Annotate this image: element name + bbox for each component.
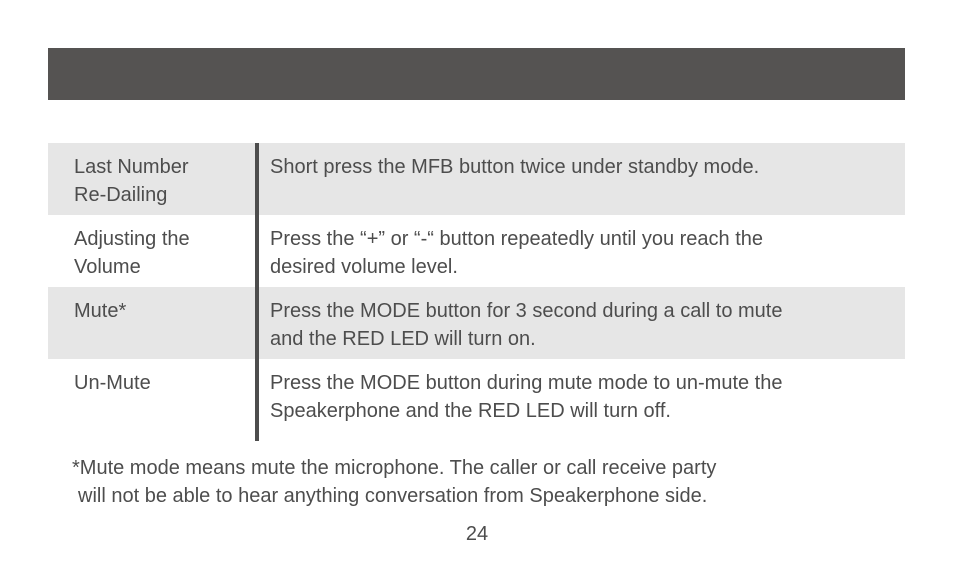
row-label xyxy=(74,369,254,397)
table-row xyxy=(48,287,905,359)
row-description xyxy=(270,225,890,281)
table-row xyxy=(48,215,905,287)
row-label xyxy=(74,297,254,325)
feature-table xyxy=(48,143,905,431)
row-label xyxy=(74,225,254,281)
row-description-line: Speakerphone and the RED LED will turn off. xyxy=(270,400,671,422)
row-description-line: Short press the MFB button twice under standby mode. xyxy=(270,156,760,178)
row-label-line: Re-Dailing xyxy=(74,184,168,206)
row-description xyxy=(270,369,890,425)
footnote-line: *Mute mode means mute the microphone. The caller or call receive party xyxy=(72,457,717,479)
row-label xyxy=(74,153,254,209)
footnote xyxy=(72,454,892,510)
row-label-line: Un-Mute xyxy=(74,372,151,394)
row-description-line: and the RED LED will turn on. xyxy=(270,328,536,350)
row-description-line: Press the MODE button during mute mode to un-mute the xyxy=(270,372,783,394)
row-label-line: Mute* xyxy=(74,300,127,322)
header-bar xyxy=(48,48,905,100)
row-label-line: Last Number xyxy=(74,156,189,178)
row-description-line: Press the “+” or “-“ button repeatedly until you reach the xyxy=(270,228,764,250)
table-row xyxy=(48,143,905,215)
column-divider xyxy=(255,143,259,441)
table-row xyxy=(48,359,905,431)
row-description xyxy=(270,153,890,181)
footnote-line: will not be able to hear anything conversation from Speakerphone side. xyxy=(78,485,708,507)
row-description-line: desired volume level. xyxy=(270,256,458,278)
page-number: 24 xyxy=(465,523,489,545)
row-description-line: Press the MODE button for 3 second during a call to mute xyxy=(270,300,783,322)
row-label-line: Volume xyxy=(74,256,141,278)
row-description xyxy=(270,297,890,353)
row-label-line: Adjusting the xyxy=(74,228,190,250)
